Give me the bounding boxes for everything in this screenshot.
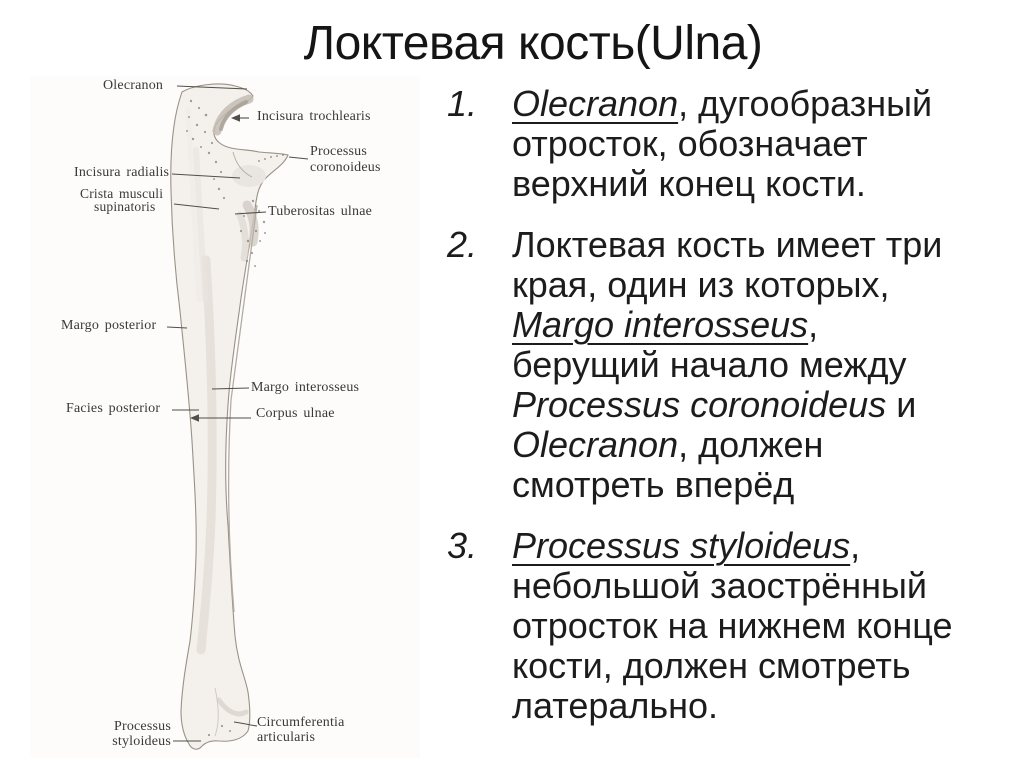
list-item-number: 2. (447, 224, 478, 265)
figure-label-margo-posterior: Margo posterior (61, 318, 157, 333)
figure-label-corpus-ulnae: Corpus ulnae (256, 406, 335, 421)
list-item-number: 3. (447, 525, 478, 566)
figure-label-processus-coronoideus: Processus coronoideus (310, 144, 381, 175)
figure-label-tuberositas-ulnae: Tuberositas ulnae (268, 204, 373, 219)
ulna-bone-illustration (0, 0, 440, 767)
list-item: 1. Olecranon, дугообразный отросток, обозначает верхний конец кости. (447, 83, 933, 204)
term-olecranon: Olecranon (512, 424, 679, 465)
ulna-figure (0, 0, 440, 767)
slide-title: Локтевая кость(Ulna) (303, 17, 763, 70)
term-processus-styloideus: Processus styloideus (512, 525, 851, 566)
figure-label-incisura-radialis: Incisura radialis (74, 165, 170, 180)
figure-label-incisura-trochlearis: Incisura trochlearis (257, 109, 371, 124)
list-item: 2. Локтевая кость имеет три края, один из которых, Margo interosseus, берущий начало между Processus coronoideus и Olecranon, должен смотреть вперёд (447, 224, 943, 505)
term-margo-interosseus: Margo interosseus (512, 304, 809, 345)
bullet-list (447, 84, 1017, 747)
figure-label-margo-interosseus: Margo interosseus (251, 380, 360, 395)
figure-label-facies-posterior: Facies posterior (66, 401, 161, 416)
figure-label-circumferentia-articularis: Circumferentia articularis (257, 715, 345, 745)
list-item: 3. Processus styloideus, небольшой заострённый отросток на нижнем конце кости, должен смотреть латерально. (447, 525, 953, 726)
list-item-number: 1. (447, 83, 478, 124)
term-processus-coronoideus: Processus coronoideus (512, 384, 887, 425)
figure-label-processus-styloideus: Processus styloideus (112, 719, 171, 749)
figure-label-crista-musculi-supinatoris: Crista musculi supinatoris (80, 186, 164, 214)
figure-label-olecranon: Olecranon (103, 78, 164, 93)
term-olecranon: Olecranon (512, 83, 679, 124)
